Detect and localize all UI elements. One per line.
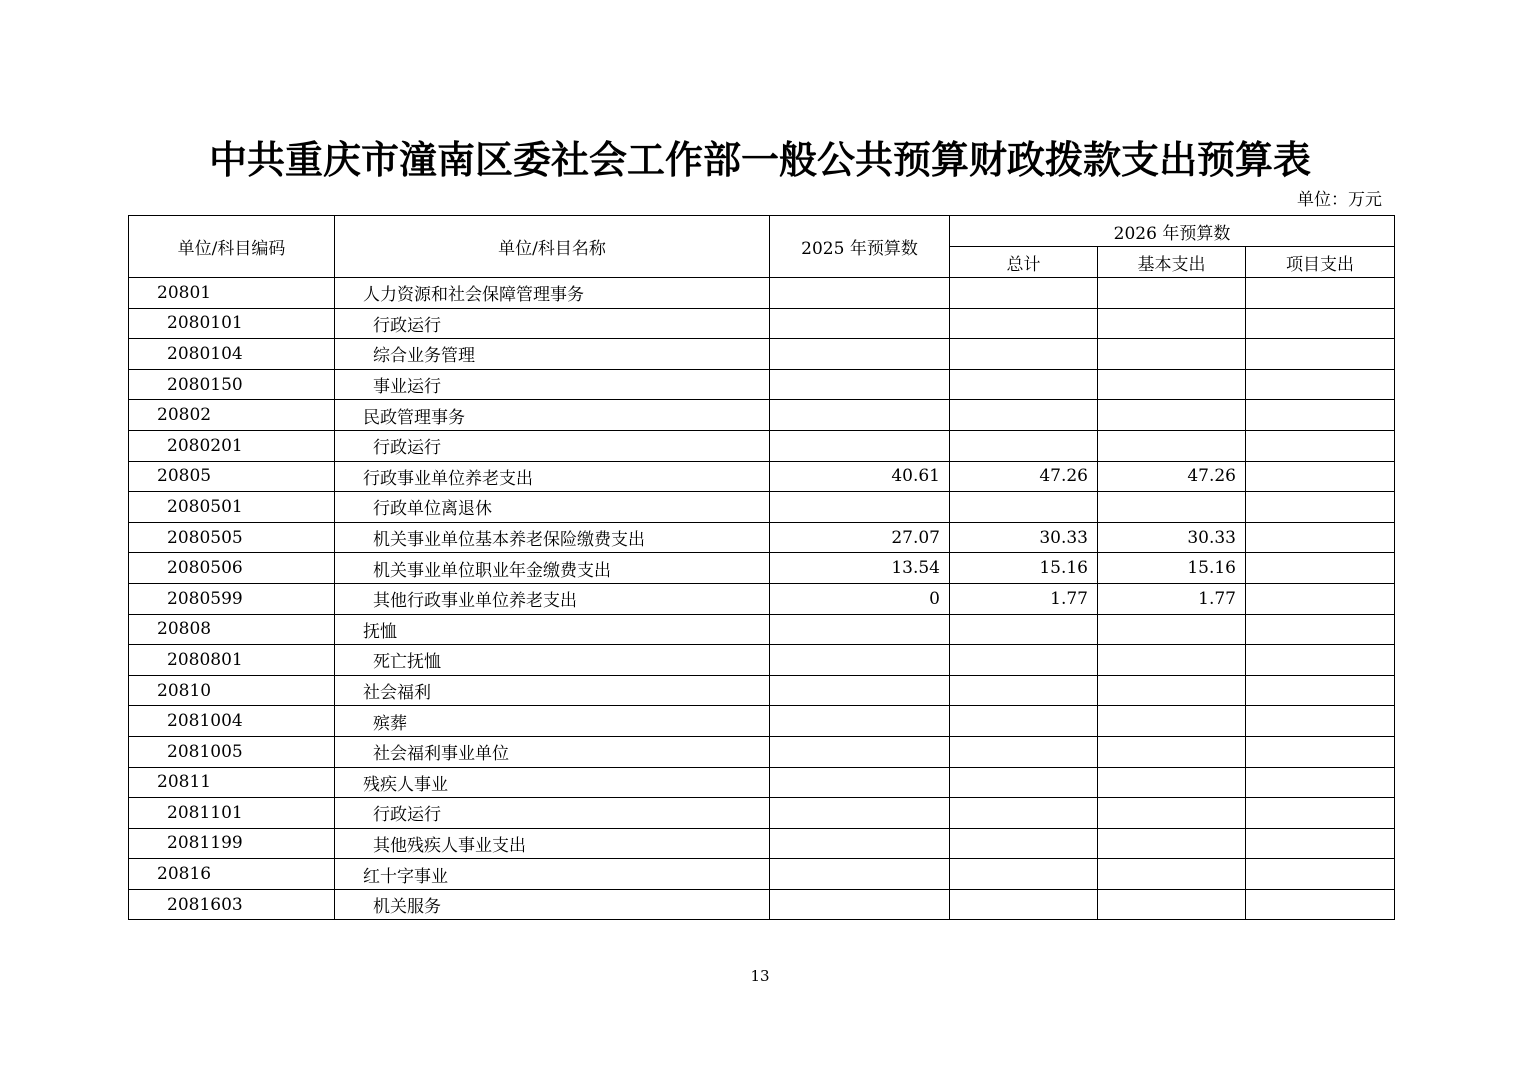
- table-row: [129, 308, 1395, 339]
- cell-budget-2025: 40.61: [770, 461, 950, 492]
- cell-code: 2081004: [129, 706, 335, 737]
- cell-basic: [1098, 706, 1246, 737]
- cell-total: [950, 828, 1098, 859]
- cell-budget-2025: 0: [770, 583, 950, 614]
- cell-code: 2080101: [129, 308, 335, 339]
- cell-name: 死亡抚恤: [335, 645, 770, 676]
- header-total: 总计: [950, 247, 1098, 278]
- cell-project: [1246, 461, 1395, 492]
- cell-basic: [1098, 645, 1246, 676]
- table-row: [129, 736, 1395, 767]
- cell-name: 民政管理事务: [335, 400, 770, 431]
- cell-basic: 1.77: [1098, 583, 1246, 614]
- cell-code: 2080801: [129, 645, 335, 676]
- cell-project: [1246, 278, 1395, 309]
- cell-basic: [1098, 339, 1246, 370]
- cell-total: [950, 645, 1098, 676]
- cell-basic: [1098, 369, 1246, 400]
- cell-code: 2080599: [129, 583, 335, 614]
- budget-table: [128, 215, 1395, 920]
- cell-budget-2025: [770, 736, 950, 767]
- table-row: [129, 828, 1395, 859]
- cell-budget-2025: [770, 430, 950, 461]
- cell-budget-2025: [770, 767, 950, 798]
- header-budget-2025: 2025 年预算数: [770, 216, 950, 278]
- cell-total: [950, 308, 1098, 339]
- cell-code: 2080501: [129, 492, 335, 523]
- table-row: [129, 553, 1395, 584]
- cell-code: 2080104: [129, 339, 335, 370]
- page-number: 13: [750, 967, 770, 985]
- cell-basic: 30.33: [1098, 522, 1246, 553]
- cell-budget-2025: [770, 369, 950, 400]
- cell-project: [1246, 339, 1395, 370]
- table-row: [129, 400, 1395, 431]
- cell-total: [950, 675, 1098, 706]
- cell-total: [950, 736, 1098, 767]
- cell-code: 2080505: [129, 522, 335, 553]
- cell-name: 行政事业单位养老支出: [335, 461, 770, 492]
- cell-budget-2025: [770, 339, 950, 370]
- table-row: [129, 278, 1395, 309]
- table-row: [129, 492, 1395, 523]
- cell-total: [950, 889, 1098, 920]
- cell-name: 机关事业单位职业年金缴费支出: [335, 553, 770, 584]
- cell-project: [1246, 889, 1395, 920]
- table-row: [129, 369, 1395, 400]
- cell-name: 机关事业单位基本养老保险缴费支出: [335, 522, 770, 553]
- cell-basic: [1098, 308, 1246, 339]
- cell-code: 20808: [129, 614, 335, 645]
- header-basic: 基本支出: [1098, 247, 1246, 278]
- header-name: 单位/科目名称: [335, 216, 770, 278]
- cell-total: 15.16: [950, 553, 1098, 584]
- cell-name: 社会福利事业单位: [335, 736, 770, 767]
- cell-name: 其他行政事业单位养老支出: [335, 583, 770, 614]
- cell-code: 2081199: [129, 828, 335, 859]
- cell-basic: [1098, 430, 1246, 461]
- cell-basic: [1098, 859, 1246, 890]
- cell-name: 殡葬: [335, 706, 770, 737]
- cell-project: [1246, 767, 1395, 798]
- cell-project: [1246, 553, 1395, 584]
- cell-total: 30.33: [950, 522, 1098, 553]
- cell-total: [950, 278, 1098, 309]
- cell-code: 2081005: [129, 736, 335, 767]
- cell-code: 20802: [129, 400, 335, 431]
- cell-project: [1246, 400, 1395, 431]
- header-code: 单位/科目编码: [129, 216, 335, 278]
- cell-budget-2025: [770, 706, 950, 737]
- cell-name: 抚恤: [335, 614, 770, 645]
- header-project: 项目支出: [1246, 247, 1395, 278]
- cell-basic: [1098, 400, 1246, 431]
- cell-project: [1246, 492, 1395, 523]
- page-title: 中共重庆市潼南区委社会工作部一般公共预算财政拨款支出预算表: [208, 137, 1311, 182]
- cell-code: 20805: [129, 461, 335, 492]
- cell-name: 残疾人事业: [335, 767, 770, 798]
- cell-budget-2025: [770, 675, 950, 706]
- cell-name: 人力资源和社会保障管理事务: [335, 278, 770, 309]
- cell-project: [1246, 859, 1395, 890]
- cell-project: [1246, 369, 1395, 400]
- cell-basic: 47.26: [1098, 461, 1246, 492]
- cell-basic: [1098, 675, 1246, 706]
- header-budget-2026: 2026 年预算数: [950, 216, 1395, 247]
- cell-code: 2080201: [129, 430, 335, 461]
- unit-label: 单位：万元: [1297, 190, 1382, 210]
- table-row: [129, 675, 1395, 706]
- table-row: [129, 645, 1395, 676]
- cell-code: 2080150: [129, 369, 335, 400]
- cell-name: 红十字事业: [335, 859, 770, 890]
- cell-project: [1246, 798, 1395, 829]
- cell-basic: [1098, 736, 1246, 767]
- cell-basic: [1098, 828, 1246, 859]
- table-row: [129, 767, 1395, 798]
- cell-code: 2081101: [129, 798, 335, 829]
- cell-code: 20810: [129, 675, 335, 706]
- table-row: [129, 522, 1395, 553]
- cell-budget-2025: [770, 308, 950, 339]
- cell-name: 事业运行: [335, 369, 770, 400]
- table-header: [129, 216, 1395, 278]
- cell-total: [950, 492, 1098, 523]
- cell-basic: [1098, 767, 1246, 798]
- cell-name: 综合业务管理: [335, 339, 770, 370]
- table-row: [129, 339, 1395, 370]
- cell-project: [1246, 828, 1395, 859]
- cell-name: 其他残疾人事业支出: [335, 828, 770, 859]
- cell-project: [1246, 645, 1395, 676]
- table-row: [129, 614, 1395, 645]
- cell-total: [950, 767, 1098, 798]
- cell-name: 行政运行: [335, 308, 770, 339]
- cell-name: 社会福利: [335, 675, 770, 706]
- cell-project: [1246, 614, 1395, 645]
- cell-basic: [1098, 492, 1246, 523]
- cell-budget-2025: [770, 400, 950, 431]
- cell-code: 2080506: [129, 553, 335, 584]
- cell-budget-2025: [770, 859, 950, 890]
- cell-name: 行政运行: [335, 798, 770, 829]
- cell-project: [1246, 736, 1395, 767]
- cell-project: [1246, 583, 1395, 614]
- cell-project: [1246, 706, 1395, 737]
- table-row: [129, 430, 1395, 461]
- cell-code: 20816: [129, 859, 335, 890]
- cell-name: 行政单位离退休: [335, 492, 770, 523]
- cell-basic: [1098, 614, 1246, 645]
- cell-budget-2025: [770, 889, 950, 920]
- table-body: [129, 278, 1395, 920]
- cell-budget-2025: [770, 828, 950, 859]
- cell-budget-2025: 27.07: [770, 522, 950, 553]
- cell-basic: [1098, 798, 1246, 829]
- cell-total: [950, 339, 1098, 370]
- cell-budget-2025: [770, 614, 950, 645]
- cell-total: [950, 859, 1098, 890]
- cell-budget-2025: [770, 278, 950, 309]
- cell-code: 2081603: [129, 889, 335, 920]
- cell-total: [950, 706, 1098, 737]
- table-row: [129, 706, 1395, 737]
- cell-budget-2025: 13.54: [770, 553, 950, 584]
- cell-budget-2025: [770, 798, 950, 829]
- cell-total: [950, 614, 1098, 645]
- cell-basic: [1098, 889, 1246, 920]
- cell-total: [950, 369, 1098, 400]
- table-row: [129, 461, 1395, 492]
- cell-total: 1.77: [950, 583, 1098, 614]
- cell-project: [1246, 522, 1395, 553]
- cell-name: 机关服务: [335, 889, 770, 920]
- cell-project: [1246, 308, 1395, 339]
- cell-name: 行政运行: [335, 430, 770, 461]
- cell-total: 47.26: [950, 461, 1098, 492]
- table-row: [129, 859, 1395, 890]
- cell-budget-2025: [770, 492, 950, 523]
- cell-code: 20801: [129, 278, 335, 309]
- table-row: [129, 889, 1395, 920]
- cell-total: [950, 798, 1098, 829]
- cell-project: [1246, 675, 1395, 706]
- cell-total: [950, 430, 1098, 461]
- cell-code: 20811: [129, 767, 335, 798]
- table-row: [129, 583, 1395, 614]
- table-row: [129, 798, 1395, 829]
- cell-basic: [1098, 278, 1246, 309]
- cell-basic: 15.16: [1098, 553, 1246, 584]
- cell-project: [1246, 430, 1395, 461]
- cell-budget-2025: [770, 645, 950, 676]
- cell-total: [950, 400, 1098, 431]
